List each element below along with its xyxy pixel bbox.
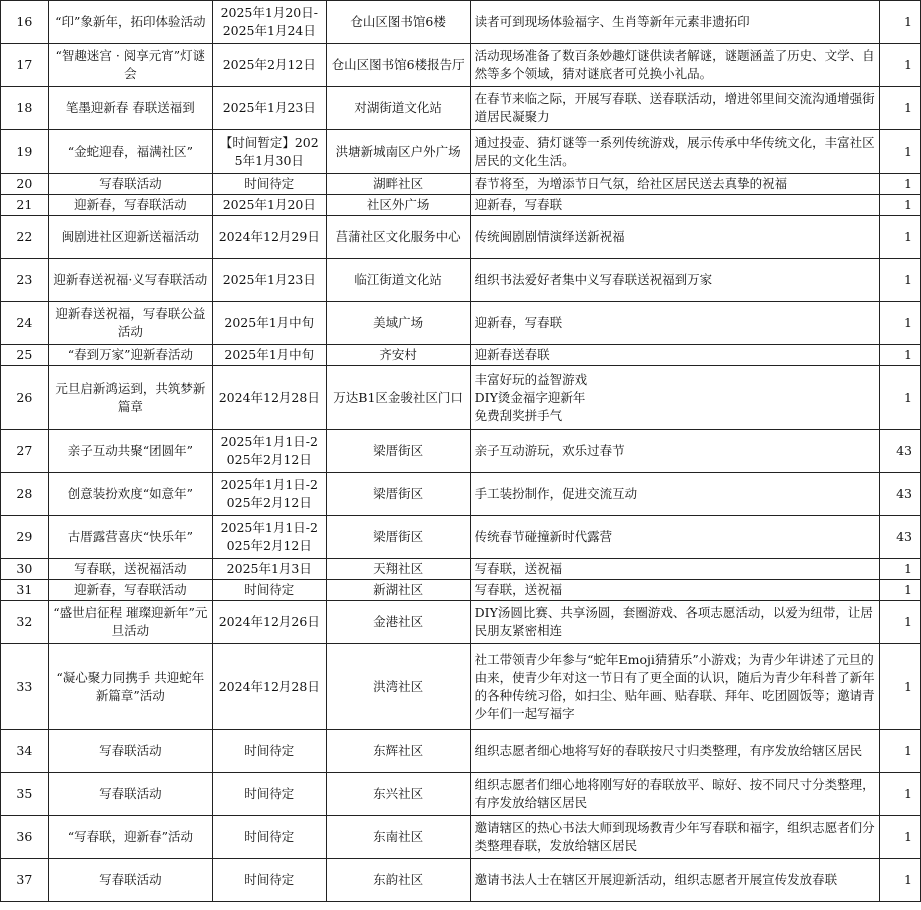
table-row <box>1 259 921 302</box>
activity-description-cell <box>470 195 880 216</box>
activity-count-cell: 1 <box>880 302 921 345</box>
description-line: 免费刮奖拼手气 <box>474 407 563 423</box>
row-number-cell: 22 <box>1 216 49 259</box>
table-row <box>1 1 921 44</box>
activity-name-cell: 亲子互动共聚“团圆年” <box>48 430 212 473</box>
activity-place-cell: 梁厝街区 <box>326 516 470 559</box>
activity-date-cell: 2025年1月23日 <box>212 87 326 130</box>
activity-date-cell: 2025年1月23日 <box>212 259 326 302</box>
table-row <box>1 816 921 859</box>
table-row <box>1 473 921 516</box>
activity-date-cell: 2025年1月20日-2025年1月24日 <box>212 1 326 44</box>
activity-date-cell: 2025年1月1日-2025年2月12日 <box>212 473 326 516</box>
activity-place-cell: 东辉社区 <box>326 730 470 773</box>
description-line: DIY汤圆比赛、共享汤圆，套圈游戏、各项志愿活动，以爱为纽带，让居民朋友紧密相连 <box>474 605 873 638</box>
activity-date-cell: 2025年1月1日-2025年2月12日 <box>212 430 326 473</box>
activity-description-cell <box>470 216 880 259</box>
activity-count-cell: 1 <box>880 816 921 859</box>
activity-name-cell: 写春联活动 <box>48 730 212 773</box>
table-row <box>1 730 921 773</box>
activity-place-cell: 金港社区 <box>326 601 470 644</box>
activity-place-cell: 对湖街道文化站 <box>326 87 470 130</box>
activity-description-cell <box>470 516 880 559</box>
activity-name-cell: 迎新春送祝福，写春联公益活动 <box>48 302 212 345</box>
activity-name-cell: “金蛇迎春，福满社区” <box>48 130 212 174</box>
activity-description-cell <box>470 130 880 174</box>
activity-date-cell: 时间待定 <box>212 580 326 601</box>
row-number-cell: 37 <box>1 859 49 902</box>
activity-name-cell: 迎新春送祝福·义写春联活动 <box>48 259 212 302</box>
activity-count-cell: 1 <box>880 44 921 87</box>
row-number-cell: 26 <box>1 366 49 430</box>
table-row <box>1 773 921 816</box>
row-number-cell: 34 <box>1 730 49 773</box>
description-line: 通过投壶、猜灯谜等一系列传统游戏，展示传承中华传统文化，丰富社区居民的文化生活。 <box>474 134 875 168</box>
description-line: 春节将至，为增添节日气氛，给社区居民送去真挚的祝福 <box>474 176 788 191</box>
row-number-cell: 23 <box>1 259 49 302</box>
description-line: 组织志愿者们细心地将刚写好的春联放平、晾好、按不同尺寸分类整理，有序发放给辖区居民 <box>474 777 875 810</box>
activity-description-cell <box>470 730 880 773</box>
row-number-cell: 32 <box>1 601 49 644</box>
activity-name-cell: 笔墨迎新春 春联送福到 <box>48 87 212 130</box>
table-row <box>1 44 921 87</box>
activity-date-cell: 2025年1月中旬 <box>212 345 326 366</box>
activity-place-cell: 东兴社区 <box>326 773 470 816</box>
activity-name-cell: 写春联，送祝福活动 <box>48 559 212 580</box>
table-row <box>1 601 921 644</box>
activity-place-cell: 湖畔社区 <box>326 174 470 195</box>
activity-description-cell <box>470 174 880 195</box>
activity-count-cell: 1 <box>880 859 921 902</box>
activity-place-cell: 梁厝街区 <box>326 430 470 473</box>
activity-place-cell: 仓山区图书馆6楼报告厅 <box>326 44 470 87</box>
activity-count-cell: 1 <box>880 559 921 580</box>
description-line: 迎新春送春联 <box>474 347 550 362</box>
description-line: DIY烫金福字迎新年 <box>474 389 586 405</box>
activity-count-cell: 1 <box>880 130 921 174</box>
table-row <box>1 216 921 259</box>
description-line: 丰富好玩的益智游戏 <box>474 371 588 387</box>
activity-date-cell: 【时间暂定】2025年1月30日 <box>212 130 326 174</box>
description-line: 亲子互动游玩，欢乐过春节 <box>474 443 625 458</box>
activity-count-cell: 1 <box>880 259 921 302</box>
activity-description-cell <box>470 559 880 580</box>
activity-description-cell <box>470 302 880 345</box>
table-row <box>1 516 921 559</box>
activity-description-cell <box>470 430 880 473</box>
activity-count-cell: 1 <box>880 644 921 730</box>
activity-name-cell: “印”象新年，拓印体验活动 <box>48 1 212 44</box>
activity-name-cell: 迎新春，写春联活动 <box>48 580 212 601</box>
description-line: 活动现场准备了数百条妙趣灯谜供读者解谜，谜题涵盖了历史、文学、自然等多个领域，猜对谜底者可兑换小礼品。 <box>474 48 875 81</box>
description-line: 写春联，送祝福 <box>474 582 563 597</box>
row-number-cell: 27 <box>1 430 49 473</box>
activity-count-cell: 43 <box>880 430 921 473</box>
activity-date-cell: 2025年1月1日-2025年2月12日 <box>212 516 326 559</box>
row-number-cell: 35 <box>1 773 49 816</box>
activity-date-cell: 2025年2月12日 <box>212 44 326 87</box>
row-number-cell: 19 <box>1 130 49 174</box>
row-number-cell: 31 <box>1 580 49 601</box>
description-line: 组织志愿者细心地将写好的春联按尺寸归类整理，有序发放给辖区居民 <box>474 743 863 758</box>
activity-count-cell: 1 <box>880 730 921 773</box>
table-row <box>1 302 921 345</box>
table-row <box>1 130 921 174</box>
activity-description-cell <box>470 773 880 816</box>
activity-description-cell <box>470 44 880 87</box>
row-number-cell: 21 <box>1 195 49 216</box>
activity-description-cell <box>470 601 880 644</box>
table-row <box>1 559 921 580</box>
row-number-cell: 29 <box>1 516 49 559</box>
activity-description-cell <box>470 345 880 366</box>
activity-description-cell <box>470 580 880 601</box>
activity-place-cell: 万达B1区金骏社区门口 <box>326 366 470 430</box>
description-line: 社工带领青少年参与“蛇年Emoji猜猜乐”小游戏；为青少年讲述了元旦的由来，使青少年对这一节日有了更全面的认识，随后为青少年科普了新年的各种传统习俗，如扫尘、贴年画、贴春联、拜年、吃团圆饭等；邀请青少年们一起写福字 <box>474 651 875 721</box>
activity-count-cell: 1 <box>880 195 921 216</box>
row-number-cell: 28 <box>1 473 49 516</box>
table-row <box>1 195 921 216</box>
activity-name-cell: 写春联活动 <box>48 859 212 902</box>
activity-description-cell <box>470 1 880 44</box>
description-line: 邀请书法人士在辖区开展迎新活动，组织志愿者开展宣传发放春联 <box>474 872 838 887</box>
activity-name-cell: 写春联活动 <box>48 773 212 816</box>
activity-description-cell <box>470 366 880 430</box>
activity-date-cell: 2025年1月中旬 <box>212 302 326 345</box>
description-line: 读者可到现场体验福字、生肖等新年元素非遗拓印 <box>474 14 750 29</box>
activity-count-cell: 1 <box>880 580 921 601</box>
activity-date-cell: 2024年12月28日 <box>212 644 326 730</box>
activity-description-cell <box>470 644 880 730</box>
activity-place-cell: 莒蒲社区文化服务中心 <box>326 216 470 259</box>
activity-count-cell: 1 <box>880 87 921 130</box>
activity-name-cell: “凝心聚力同携手 共迎蛇年新篇章”活动 <box>48 644 212 730</box>
activity-place-cell: 社区外广场 <box>326 195 470 216</box>
activity-name-cell: 写春联活动 <box>48 174 212 195</box>
row-number-cell: 25 <box>1 345 49 366</box>
table-row <box>1 644 921 730</box>
activity-date-cell: 2024年12月29日 <box>212 216 326 259</box>
description-line: 在春节来临之际，开展写春联、送春联活动，增进邻里间交流沟通增强街道居民凝聚力 <box>474 91 875 124</box>
activity-description-cell <box>470 473 880 516</box>
activity-count-cell: 43 <box>880 516 921 559</box>
row-number-cell: 30 <box>1 559 49 580</box>
activity-description-cell <box>470 859 880 902</box>
description-line: 手工装扮制作，促进交流互动 <box>474 486 638 501</box>
activity-place-cell: 东南社区 <box>326 816 470 859</box>
activity-count-cell: 1 <box>880 1 921 44</box>
activity-date-cell: 时间待定 <box>212 773 326 816</box>
activity-date-cell: 时间待定 <box>212 816 326 859</box>
activity-name-cell: 元旦启新鸿运到，共筑梦新篇章 <box>48 366 212 430</box>
activity-place-cell: 美域广场 <box>326 302 470 345</box>
table-row <box>1 580 921 601</box>
row-number-cell: 24 <box>1 302 49 345</box>
activity-description-cell <box>470 816 880 859</box>
description-line: 邀请辖区的热心书法大师到现场教青少年写春联和福字，组织志愿者们分类整理春联，发放给辖区居民 <box>474 820 875 853</box>
row-number-cell: 20 <box>1 174 49 195</box>
activity-place-cell: 洪塘新城南区户外广场 <box>326 130 470 174</box>
description-line: 写春联，送祝福 <box>474 561 563 576</box>
activity-place-cell: 新湖社区 <box>326 580 470 601</box>
table-body <box>1 1 921 902</box>
description-line: 迎新春，写春联 <box>474 197 563 212</box>
activity-count-cell: 1 <box>880 216 921 259</box>
table-row <box>1 859 921 902</box>
activity-place-cell: 洪湾社区 <box>326 644 470 730</box>
row-number-cell: 36 <box>1 816 49 859</box>
activity-count-cell: 1 <box>880 345 921 366</box>
activity-date-cell: 2024年12月26日 <box>212 601 326 644</box>
description-line: 迎新春，写春联 <box>474 315 563 330</box>
table-row <box>1 174 921 195</box>
description-line: 传统春节碰撞新时代露营 <box>474 529 613 544</box>
activity-name-cell: 创意装扮欢度“如意年” <box>48 473 212 516</box>
activity-count-cell: 1 <box>880 366 921 430</box>
activity-place-cell: 临江街道文化站 <box>326 259 470 302</box>
table-row <box>1 345 921 366</box>
row-number-cell: 16 <box>1 1 49 44</box>
activity-place-cell: 东韵社区 <box>326 859 470 902</box>
activity-name-cell: 闽剧进社区迎新送福活动 <box>48 216 212 259</box>
table-row <box>1 366 921 430</box>
activity-name-cell: “写春联，迎新春”活动 <box>48 816 212 859</box>
activity-name-cell: “春到万家”迎新春活动 <box>48 345 212 366</box>
activity-description-cell <box>470 87 880 130</box>
activity-date-cell: 时间待定 <box>212 859 326 902</box>
activity-place-cell: 齐安村 <box>326 345 470 366</box>
row-number-cell: 33 <box>1 644 49 730</box>
row-number-cell: 18 <box>1 87 49 130</box>
activity-name-cell: “智趣迷宫 · 阅享元宵”灯谜会 <box>48 44 212 87</box>
activity-date-cell: 时间待定 <box>212 730 326 773</box>
activity-place-cell: 天翔社区 <box>326 559 470 580</box>
table-row <box>1 87 921 130</box>
activity-date-cell: 2025年1月3日 <box>212 559 326 580</box>
description-line: 组织书法爱好者集中义写春联送祝福到万家 <box>474 272 713 287</box>
activity-count-cell: 1 <box>880 174 921 195</box>
activity-description-cell <box>470 259 880 302</box>
table-row <box>1 430 921 473</box>
activity-date-cell: 2025年1月20日 <box>212 195 326 216</box>
activity-count-cell: 43 <box>880 473 921 516</box>
activity-date-cell: 2024年12月28日 <box>212 366 326 430</box>
activity-name-cell: 古厝露营喜庆“快乐年” <box>48 516 212 559</box>
activity-count-cell: 1 <box>880 601 921 644</box>
activity-date-cell: 时间待定 <box>212 174 326 195</box>
activity-place-cell: 仓山区图书馆6楼 <box>326 1 470 44</box>
description-line: 传统闽剧剧情演绎送新祝福 <box>474 229 625 244</box>
activity-count-cell: 1 <box>880 773 921 816</box>
activity-name-cell: 迎新春，写春联活动 <box>48 195 212 216</box>
row-number-cell: 17 <box>1 44 49 87</box>
activity-place-cell: 梁厝街区 <box>326 473 470 516</box>
activity-name-cell: “盛世启征程 璀璨迎新年”元旦活动 <box>48 601 212 644</box>
